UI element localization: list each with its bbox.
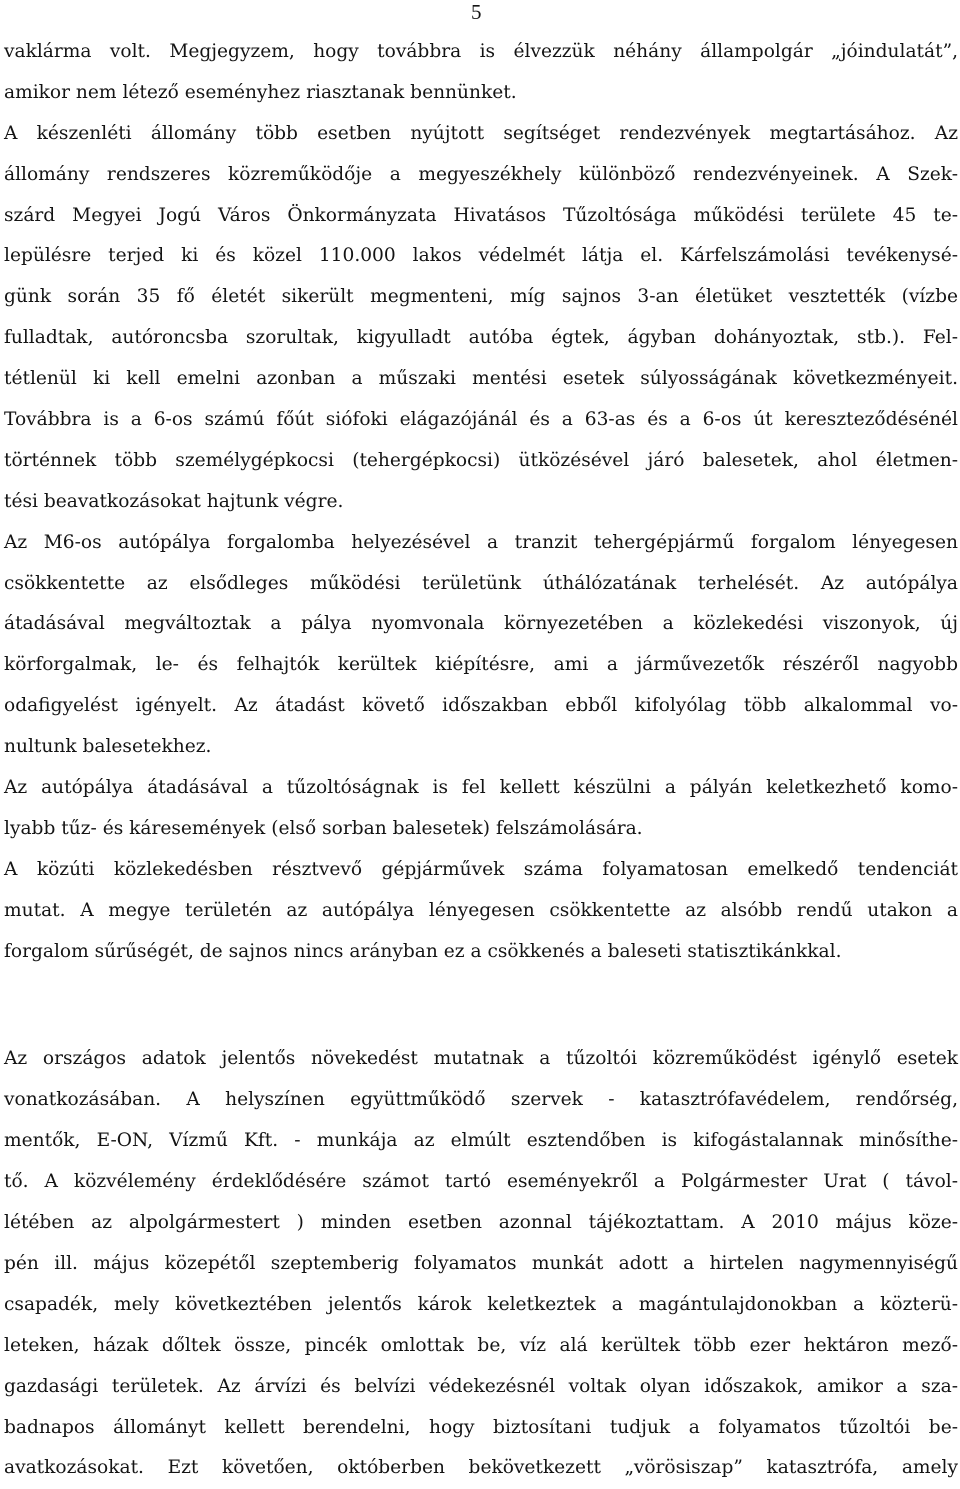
text-line: átadásával megváltoztak a pálya nyomvonala környezetében a közlekedési viszonyok, új bbox=[4, 613, 958, 635]
paragraph bbox=[4, 523, 958, 768]
text-line: badnapos állományt kellett berendelni, hogy biztosítani tudjuk a folyamatos tűzoltói be- bbox=[4, 1416, 958, 1438]
text-line: Az országos adatok jelentős növekedést mutatnak a tűzoltói közreműködést igénylő esetek bbox=[4, 1048, 958, 1070]
text-line: odafigyelést igényelt. Az átadást követő időszakban ebből kifolyólag több alkalommal vo- bbox=[4, 695, 958, 717]
paragraph-gap bbox=[4, 972, 958, 1039]
text-line: A készenléti állomány több esetben nyújtott segítséget rendezvények megtartásához. Az bbox=[4, 122, 958, 144]
text-line: tétlenül ki kell emelni azonban a műszaki mentési esetek súlyosságának következményeit. bbox=[4, 368, 958, 390]
page-number: 5 bbox=[471, 0, 482, 24]
document-body bbox=[4, 32, 958, 1489]
text-line: szárd Megyei Jogú Város Önkormányzata Hivatásos Tűzoltósága működési területe 45 te- bbox=[4, 204, 958, 226]
paragraph bbox=[4, 768, 958, 850]
text-line: avatkozásokat. Ezt követően, októberben bekövetkezett „vörösiszap” katasztrófa, amely bbox=[4, 1457, 958, 1479]
text-line: mutat. A megye területén az autópálya lényegesen csökkentette az alsóbb rendű utakon a bbox=[4, 899, 958, 921]
paragraph bbox=[4, 1039, 958, 1489]
text-line: csapadék, mely következtében jelentős károk keletkeztek a magántulajdonokban a közterü- bbox=[4, 1293, 958, 1315]
text-line: Az M6-os autópálya forgalomba helyezésével a tranzit tehergépjármű forgalom lényegesen bbox=[4, 531, 958, 553]
text-line: történnek több személygépkocsi (tehergépkocsi) ütközésével járó balesetek, ahol életmen- bbox=[4, 449, 958, 471]
text-line: gazdasági területek. Az árvízi és belvízi védekezésnél voltak olyan időszakok, amikor a sza- bbox=[4, 1375, 958, 1397]
text-line: létében az alpolgármestert ) minden esetben azonnal tájékoztattam. A 2010 május köze- bbox=[4, 1212, 958, 1234]
text-line: amikor nem létező eseményhez riasztanak bennünket. bbox=[4, 81, 517, 103]
text-line: állomány rendszeres közreműködője a megyeszékhely különböző rendezvényeinek. A Szek- bbox=[4, 163, 958, 185]
text-line: Az autópálya átadásával a tűzoltóságnak is fel kellett készülni a pályán keletkezhető komo- bbox=[4, 777, 958, 799]
text-line: lyabb tűz- és káresemények (első sorban balesetek) felszámolására. bbox=[4, 817, 643, 839]
text-line: mentők, E-ON, Vízmű Kft. - munkája az elmúlt esztendőben is kifogástalannak minősíthe- bbox=[4, 1130, 958, 1152]
text-line: lepülésre terjed ki és közel 110.000 lakos védelmét látja el. Kárfelszámolási tevékenysé- bbox=[4, 245, 958, 267]
paragraph bbox=[4, 32, 958, 114]
text-line: forgalom sűrűségét, de sajnos nincs arányban ez a csökkenés a baleseti statisztikánkkal. bbox=[4, 940, 842, 962]
text-line: tési beavatkozásokat hajtunk végre. bbox=[4, 490, 344, 512]
text-line: pén ill. május közepétől szeptemberig folyamatos munkát adott a hirtelen nagymennyiségű bbox=[4, 1252, 958, 1274]
text-line: tő. A közvélemény érdeklődésére számot tartó eseményekről a Polgármester Urat ( távol- bbox=[4, 1171, 958, 1193]
text-line: Továbbra is a 6-os számú főút siófoki elágazójánál és a 63-as és a 6-os út kereszteződésénél bbox=[4, 409, 958, 431]
text-line: csökkentette az elsődleges működési területünk úthálózatának terhelését. Az autópálya bbox=[4, 572, 958, 594]
paragraph bbox=[4, 114, 958, 523]
text-line: körforgalmak, le- és felhajtók kerültek kiépítésre, ami a járművezetők részéről nagyobb bbox=[4, 654, 958, 676]
text-line: günk során 35 fő életét sikerült megmenteni, míg sajnos 3-an életüket vesztették (vízbe bbox=[4, 286, 958, 308]
text-line: vonatkozásában. A helyszínen együttműködő szervek - katasztrófavédelem, rendőrség, bbox=[4, 1089, 958, 1111]
paragraph bbox=[4, 850, 958, 973]
text-line: nultunk balesetekhez. bbox=[4, 736, 212, 758]
text-line: vaklárma volt. Megjegyzem, hogy továbbra is élvezzük néhány állampolgár „jóindulatát”, bbox=[4, 41, 958, 62]
text-line: A közúti közlekedésben résztvevő gépjárművek száma folyamatosan emelkedő tendenciát bbox=[4, 858, 958, 880]
text-line: fulladtak, autóroncsba szorultak, kigyulladt autóba égtek, ágyban dohányoztak, stb.). Fel- bbox=[4, 327, 958, 349]
text-line: leteken, házak dőltek össze, pincék omlottak be, víz alá kerültek több ezer hektáron mező- bbox=[4, 1334, 958, 1356]
